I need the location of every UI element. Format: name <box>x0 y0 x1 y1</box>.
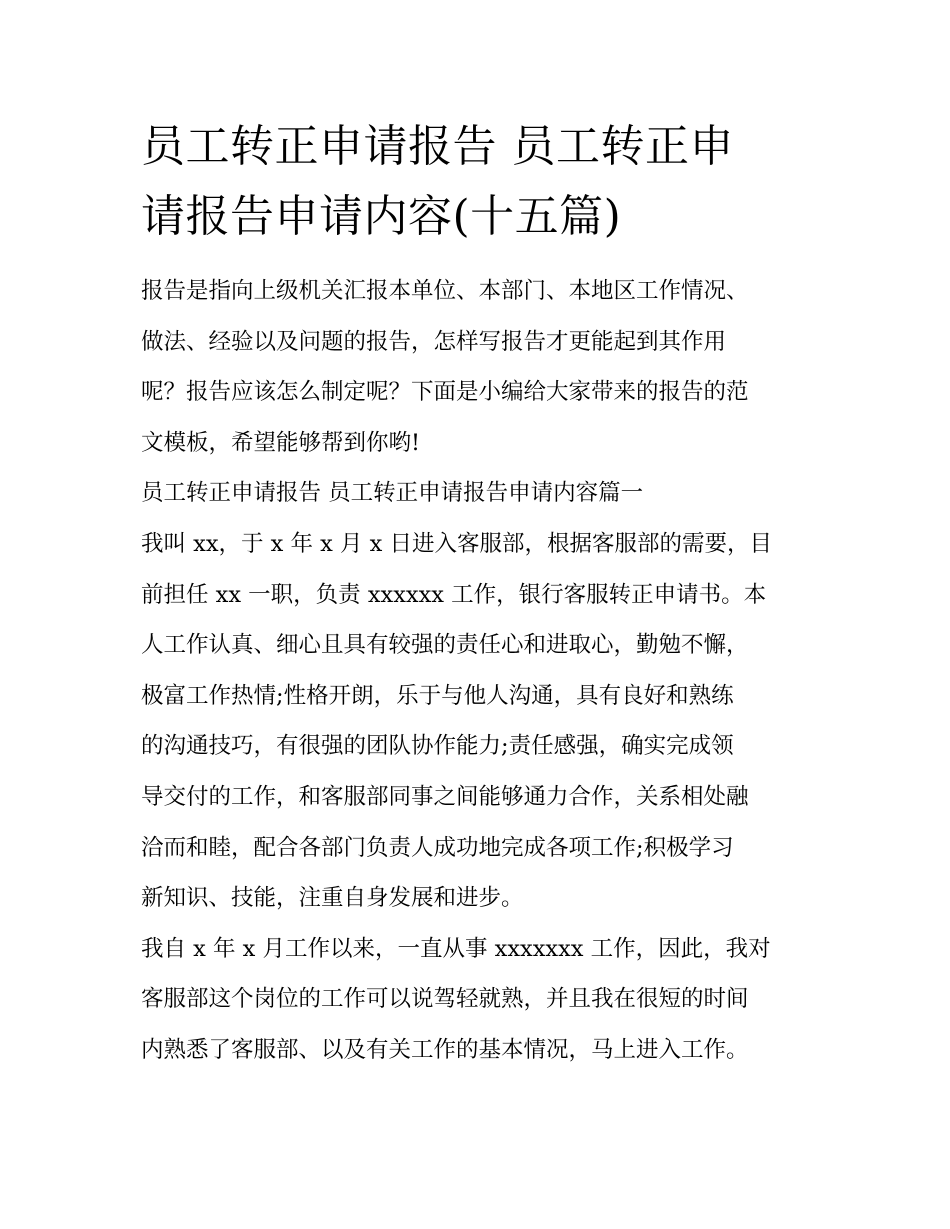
document-title <box>141 112 813 252</box>
text-line: 客服部这个岗位的工作可以说驾轻就熟，并且我在很短的时间 <box>141 986 749 1013</box>
text-line: 文模板，希望能够帮到你哟! <box>141 429 421 456</box>
body-paragraph <box>141 519 813 924</box>
text-line: 导交付的工作，和客服部同事之间能够通力合作，关系相处融 <box>141 783 749 810</box>
text-line: 做法、经验以及问题的报告，怎样写报告才更能起到其作用 <box>141 328 727 355</box>
text-line: 员工转正申请报告 员工转正申请报告申请内容篇一 <box>141 480 644 507</box>
text-line: 人工作认真、细心且具有较强的责任心和进取心，勤勉不懈， <box>141 632 749 659</box>
document-body <box>141 266 813 1076</box>
text-line: 内熟悉了客服部、以及有关工作的基本情况，马上进入工作。 <box>141 1036 749 1063</box>
text-line: 极富工作热情;性格开朗，乐于与他人沟通，具有良好和熟练 <box>141 682 734 709</box>
title-line: 请报告申请内容(十五篇) <box>141 191 622 242</box>
text-line: 的沟通技巧，有很强的团队协作能力;责任感强，确实完成领 <box>141 733 734 760</box>
text-line: 前担任 xx 一职，负责 xxxxxx 工作，银行客服转正申请书。本 <box>141 581 767 608</box>
title-line: 员工转正申请报告 员工转正申 <box>141 121 734 172</box>
body-paragraph <box>141 924 813 1076</box>
text-line: 新知识、技能，注重自身发展和进步。 <box>141 885 524 912</box>
intro-paragraph <box>141 266 813 468</box>
text-line: 报告是指向上级机关汇报本单位、本部门、本地区工作情况、 <box>141 278 749 304</box>
text-line: 我自 x 年 x 月工作以来，一直从事 xxxxxxx 工作，因此，我对 <box>141 935 771 962</box>
document-content <box>141 112 813 1076</box>
section-heading <box>141 468 813 519</box>
text-line: 我叫 xx，于 x 年 x 月 x 日进入客服部，根据客服部的需要，目 <box>141 530 773 557</box>
text-line: 呢？报告应该怎么制定呢？下面是小编给大家带来的报告的范 <box>141 379 749 406</box>
text-line: 洽而和睦，配合各部门负责人成功地完成各项工作;积极学习 <box>141 834 734 861</box>
